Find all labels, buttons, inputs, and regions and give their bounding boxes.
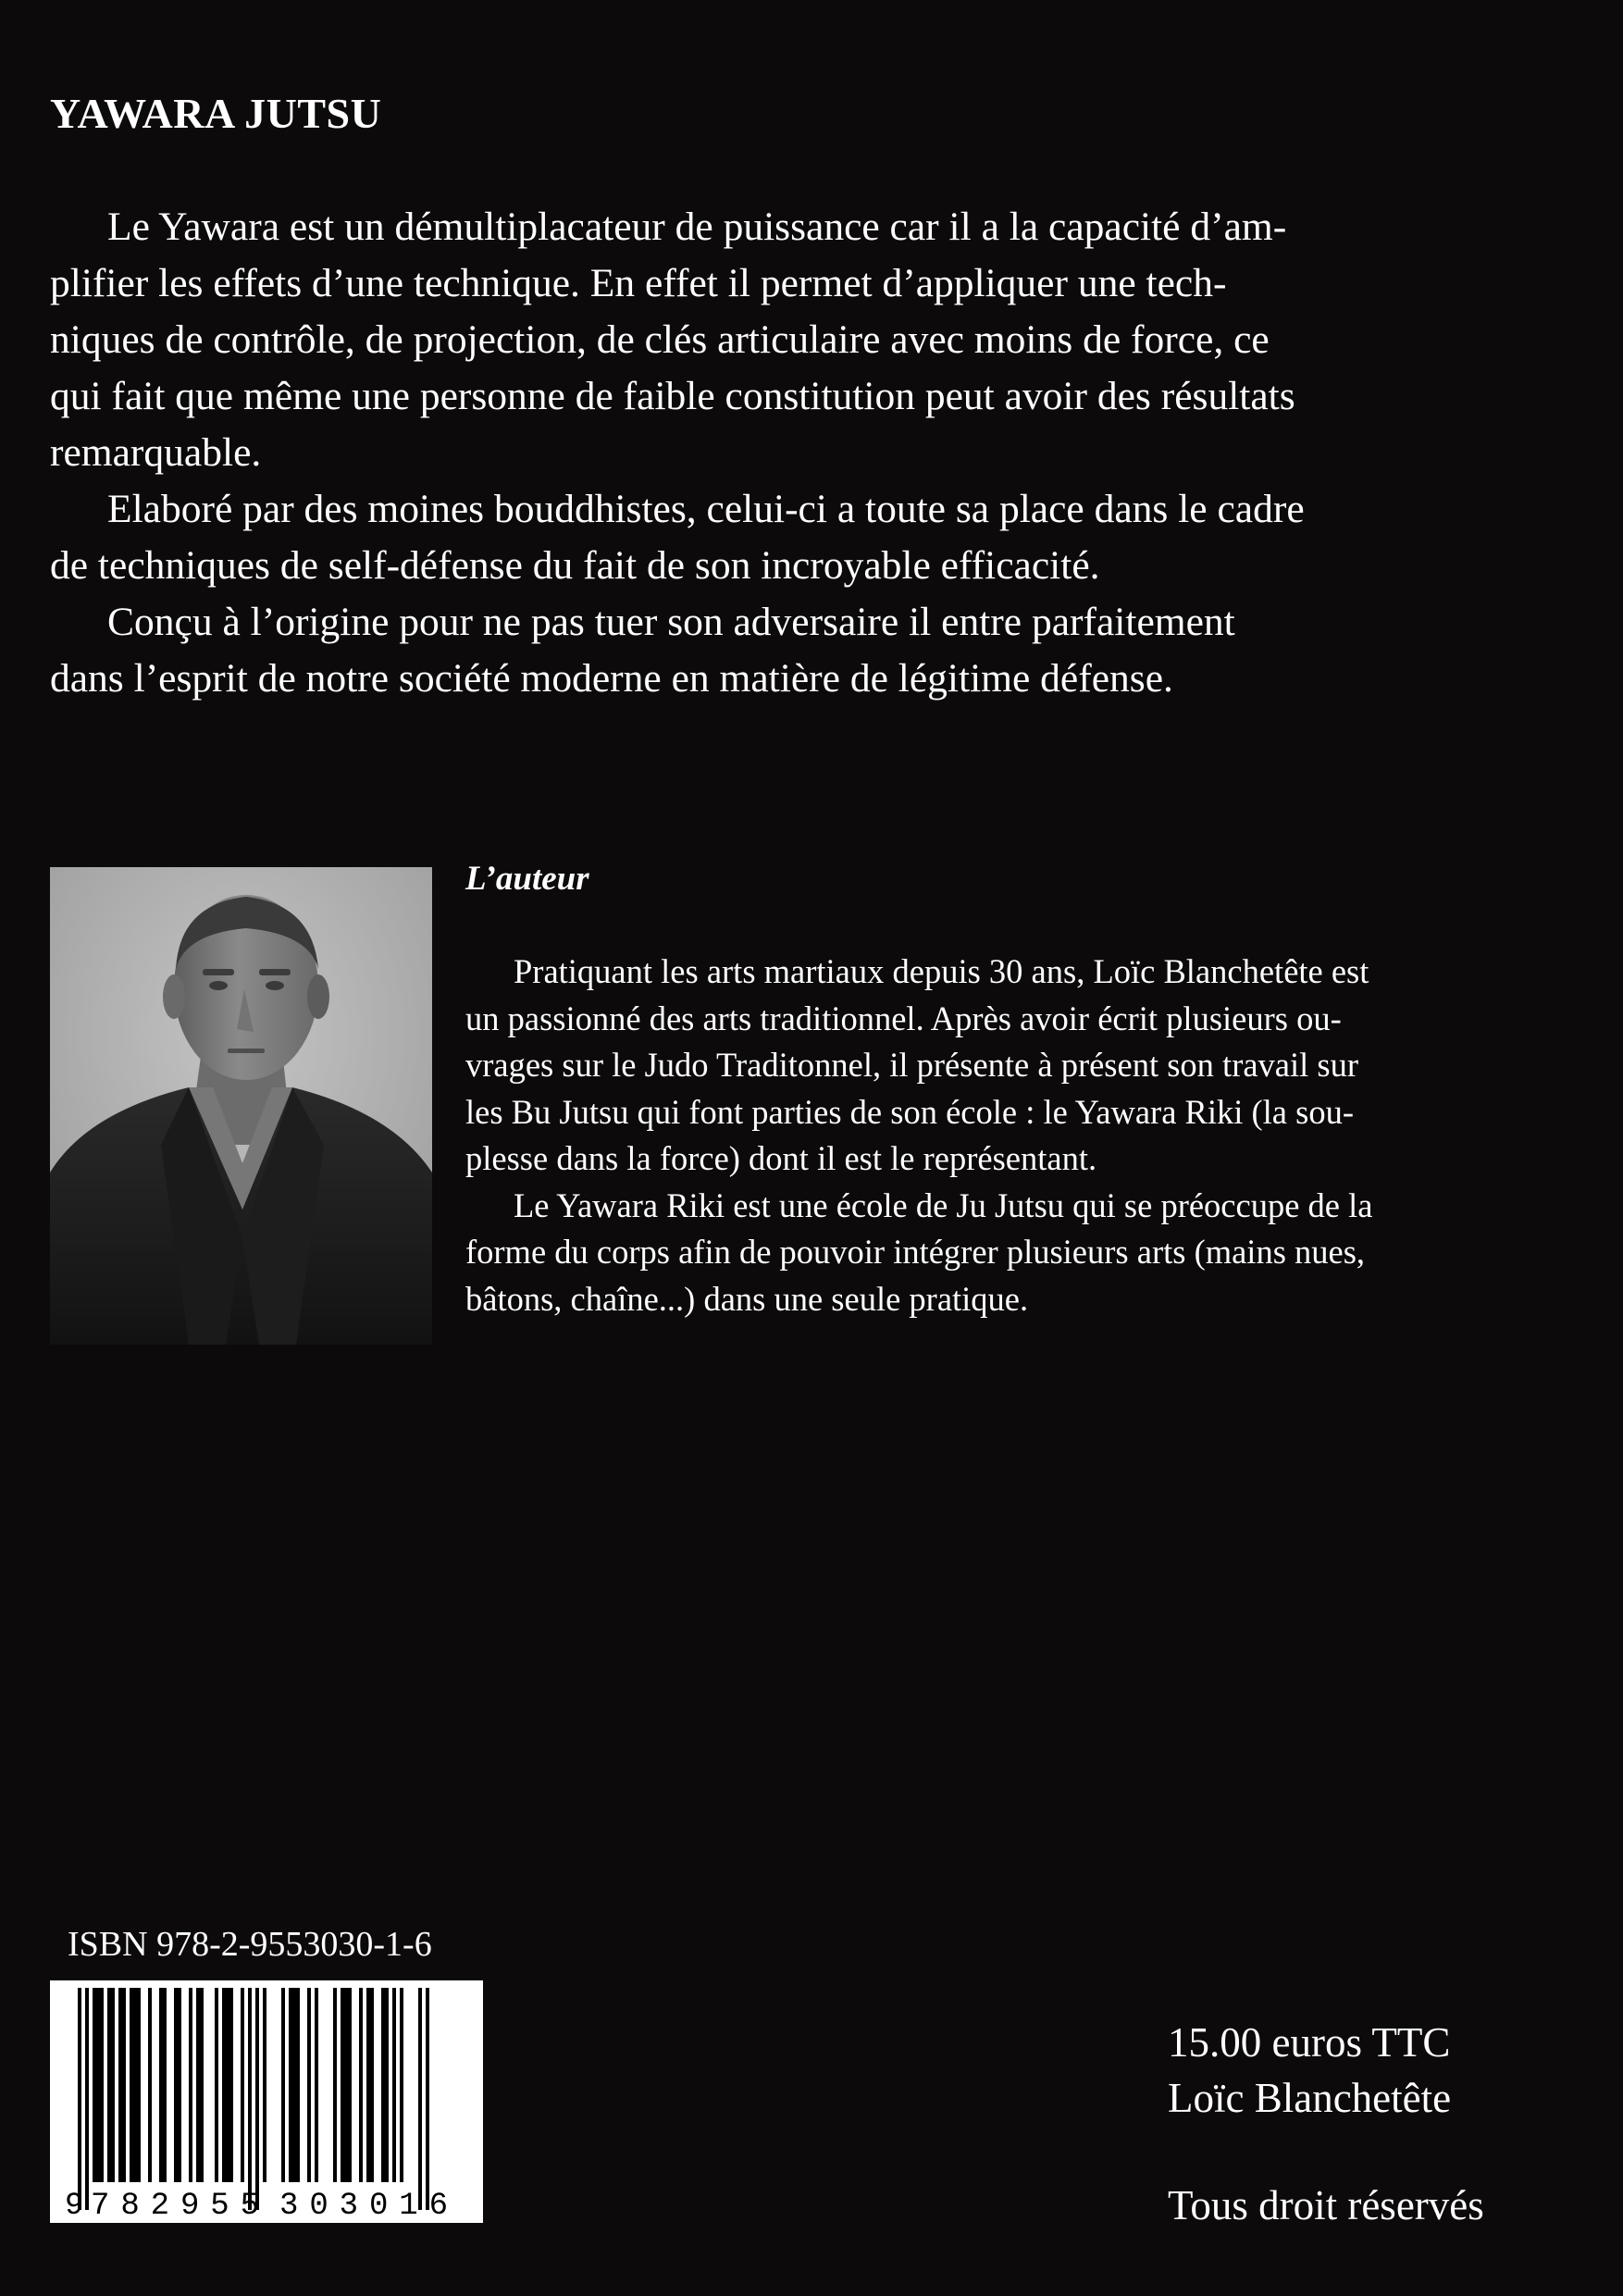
barcode-bar — [78, 1988, 81, 2210]
barcode-bar — [137, 1988, 141, 2182]
book-description — [50, 199, 1493, 707]
barcode-bars — [78, 1988, 429, 2210]
author-bio-line: un passionné des arts traditionnel. Après avoir écrit plusieurs ou- — [465, 999, 1342, 1037]
barcode-bar — [222, 1988, 226, 2182]
barcode-bar — [366, 1988, 370, 2182]
author-heading: L’auteur — [465, 860, 589, 898]
description-line: de techniques de self-défense du fait de son incroyable efficacité. — [50, 543, 1100, 588]
description-line: Le Yawara est un démultiplacateur de puissance car il a la capacité d’am- — [107, 205, 1287, 249]
barcode-bar — [93, 1988, 96, 2182]
barcode-digits-right: 303016 — [279, 2189, 448, 2223]
barcode-bar — [292, 1988, 296, 2182]
description-line: remarquable. — [50, 430, 262, 475]
barcode-bar — [289, 1988, 292, 2182]
barcode-bar — [426, 1988, 429, 2210]
barcode-bar — [381, 1988, 385, 2182]
book-title: YAWARA JUTSU — [50, 90, 382, 137]
author-bio-line: plesse dans la force) dont il est le représentant. — [465, 1139, 1097, 1177]
author-photo — [50, 867, 432, 1345]
author-bio-line: bâtons, chaîne...) dans une seule pratique. — [465, 1279, 1029, 1318]
author-bio-line: Pratiquant les arts martiaux depuis 30 ans, Loïc Blanchetête est — [514, 952, 1369, 990]
barcode-bar — [178, 1988, 181, 2182]
barcode-bar — [315, 1988, 318, 2182]
rights-notice: Tous droit réservés — [1168, 2182, 1484, 2228]
barcode-bar — [296, 1988, 300, 2182]
description-line: Conçu à l’origine pour ne pas tuer son adversaire il entre parfaitement — [107, 600, 1235, 644]
barcode-bar — [392, 1988, 396, 2182]
barcode-bar — [174, 1988, 178, 2182]
barcode — [50, 1980, 483, 2223]
description-line: qui fait que même une personne de faible constitution peut avoir des résultats — [50, 374, 1295, 418]
barcode-bar — [263, 1988, 266, 2182]
barcode-bar — [418, 1988, 422, 2210]
barcode-bar — [281, 1988, 285, 2182]
barcode-bar — [229, 1988, 233, 2182]
author-bio-line: vrages sur le Judo Traditonnel, il présente à présent son travail sur — [465, 1046, 1359, 1084]
author-bio-line: les Bu Jutsu qui font parties de son école : le Yawara Riki (la sou- — [465, 1092, 1354, 1131]
barcode-bar — [359, 1988, 363, 2182]
author-bio-line: Le Yawara Riki est une école de Ju Jutsu qui se préoccupe de la — [514, 1185, 1373, 1224]
barcode-bar — [400, 1988, 403, 2182]
author-bio-line: forme du corps afin de pouvoir intégrer plusieurs arts (mains nues, — [465, 1233, 1366, 1271]
barcode-bar — [241, 1988, 244, 2182]
description-line: dans l’esprit de notre société moderne en matière de légitime défense. — [50, 656, 1173, 701]
barcode-bar — [200, 1988, 204, 2182]
description-line: plifier les effets d’une technique. En effet il permet d’appliquer une tech- — [50, 261, 1227, 305]
barcode-digit-prefix: 9 — [65, 2189, 84, 2223]
barcode-bar — [248, 1988, 252, 2210]
barcode-bar — [107, 1988, 111, 2182]
publisher-name: Loïc Blanchetête — [1168, 2075, 1452, 2121]
barcode-digits-left: 782955 — [91, 2189, 259, 2223]
barcode-bar — [307, 1988, 311, 2182]
isbn-label: ISBN 978-2-9553030-1-6 — [68, 1925, 432, 1964]
barcode-bar — [85, 1988, 89, 2210]
price: 15.00 euros TTC — [1168, 2019, 1451, 2066]
author-bio — [465, 949, 1530, 1322]
barcode-bar — [96, 1988, 100, 2182]
description-line: Elaboré par des moines bouddhistes, celui-ci a toute sa place dans le cadre — [107, 487, 1305, 531]
barcode-bar — [100, 1988, 104, 2182]
barcode-bar — [255, 1988, 259, 2210]
barcode-bar — [130, 1988, 133, 2182]
barcode-bar — [148, 1988, 152, 2182]
barcode-bar — [385, 1988, 389, 2182]
barcode-bar — [196, 1988, 200, 2182]
barcode-bar — [344, 1988, 348, 2182]
description-line: niques de contrôle, de projection, de clés articulaire avec moins de force, ce — [50, 317, 1270, 362]
barcode-bar — [341, 1988, 344, 2182]
barcode-bar — [159, 1988, 163, 2182]
barcode-bar — [215, 1988, 218, 2182]
barcode-bar — [111, 1988, 115, 2182]
barcode-bar — [226, 1988, 229, 2182]
price-block — [1168, 2015, 1451, 2126]
barcode-bar — [333, 1988, 337, 2182]
barcode-bar — [163, 1988, 167, 2182]
barcode-bar — [189, 1988, 192, 2182]
barcode-bar — [133, 1988, 137, 2182]
barcode-bar — [122, 1988, 126, 2182]
barcode-bar — [348, 1988, 352, 2182]
barcode-bar — [370, 1988, 374, 2182]
barcode-bar — [118, 1988, 122, 2182]
